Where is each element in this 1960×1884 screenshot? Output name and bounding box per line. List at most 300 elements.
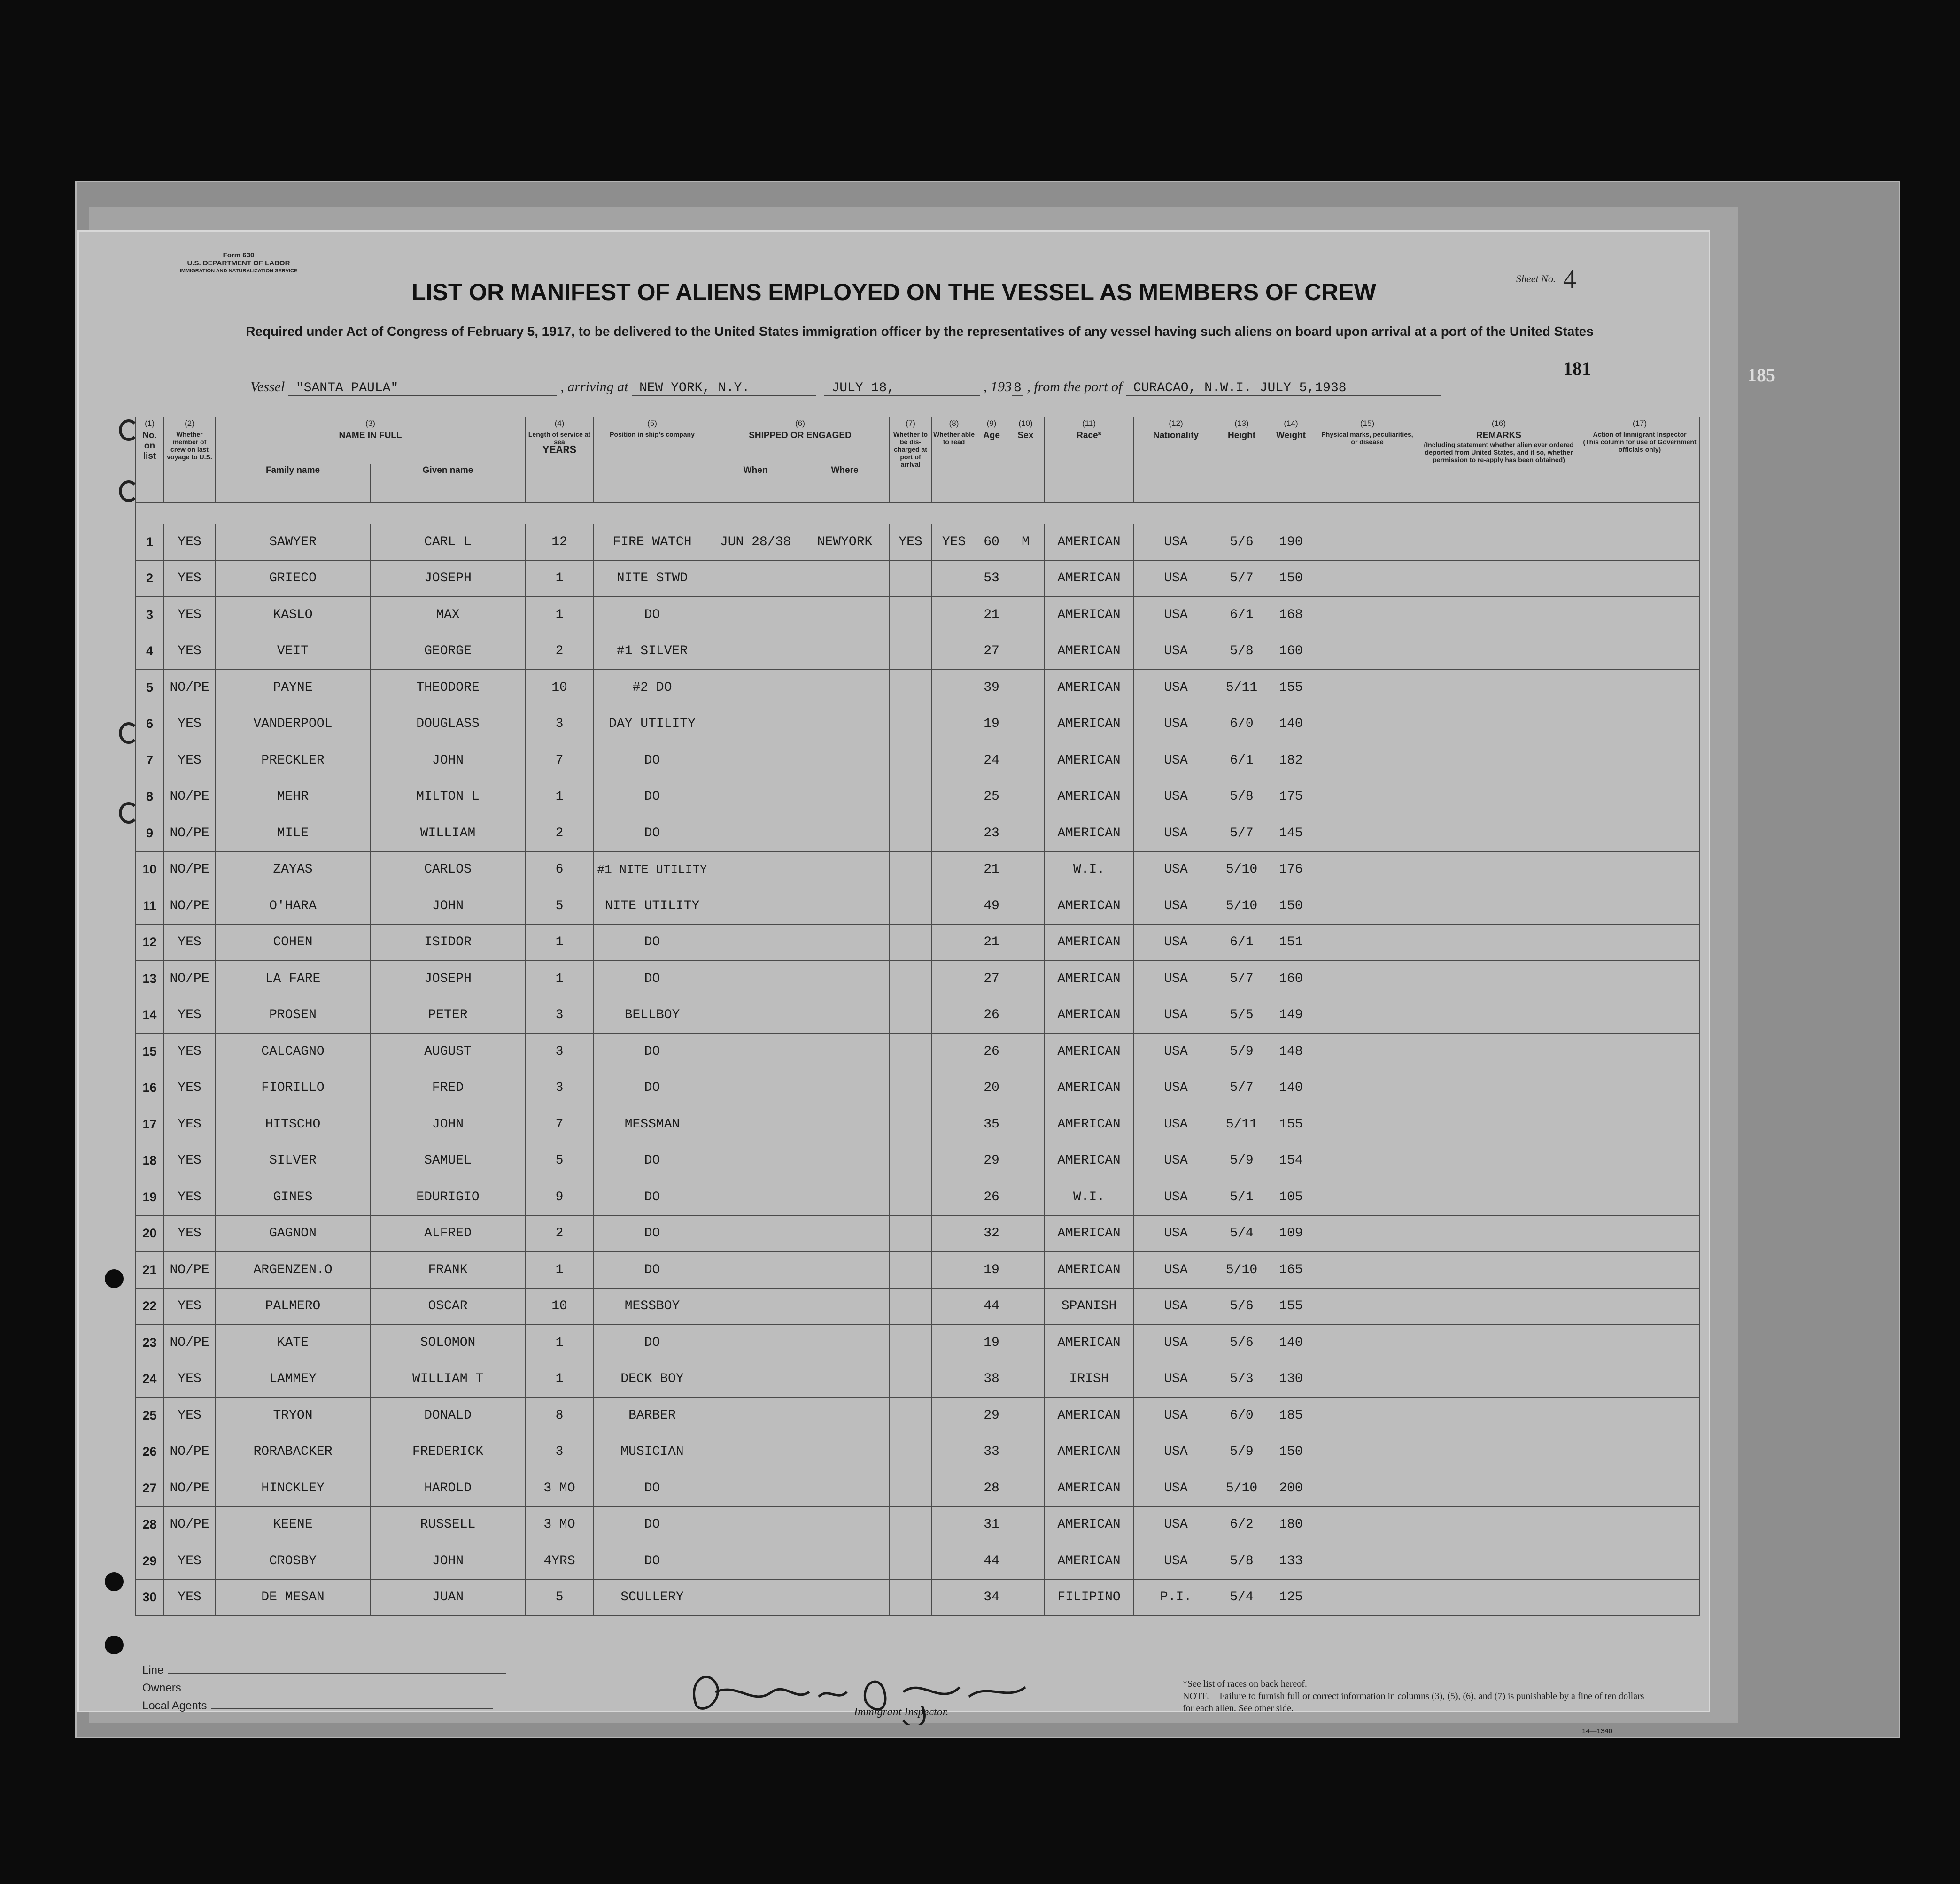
action-cell [1580, 1252, 1700, 1289]
family-name-cell: RORABACKER [216, 1434, 371, 1470]
physical-marks-cell [1317, 524, 1418, 561]
sex-cell [1007, 851, 1045, 888]
discharged-cell [890, 815, 932, 852]
service-cell: 8 [526, 1398, 594, 1434]
service-cell: 10 [526, 1288, 594, 1325]
sex-cell [1007, 1506, 1045, 1543]
age-cell: 26 [976, 997, 1007, 1034]
action-cell [1580, 924, 1700, 961]
able-to-read-cell [932, 815, 976, 852]
punch-hole-icon [105, 1269, 124, 1288]
action-cell [1580, 1288, 1700, 1325]
shipped-where-cell [800, 1252, 890, 1289]
height-cell: 5/11 [1218, 670, 1265, 706]
race-cell: AMERICAN [1045, 1398, 1134, 1434]
position-cell: DO [594, 924, 711, 961]
agents-field [142, 1697, 524, 1715]
action-cell [1580, 1579, 1700, 1616]
binder-ring-icon [119, 480, 139, 502]
age-cell: 21 [976, 597, 1007, 633]
discharged-cell [890, 706, 932, 742]
row-number: 21 [136, 1252, 164, 1289]
row-number: 4 [136, 633, 164, 670]
last-voyage-cell: YES [164, 560, 216, 597]
row-number: 5 [136, 670, 164, 706]
physical-marks-cell [1317, 997, 1418, 1034]
table-body [136, 503, 1700, 1616]
physical-marks-cell [1317, 1579, 1418, 1616]
given-name-cell: FRANK [371, 1252, 526, 1289]
shipped-where-cell [800, 961, 890, 997]
family-name-cell: ZAYAS [216, 851, 371, 888]
discharged-cell [890, 779, 932, 815]
age-cell: 31 [976, 1506, 1007, 1543]
race-cell: AMERICAN [1045, 1143, 1134, 1179]
punch-hole-icon [105, 1636, 124, 1654]
service-cell: 2 [526, 815, 594, 852]
departure-port: CURACAO, N.W.I. JULY 5,1938 [1126, 381, 1441, 396]
table-row [136, 1361, 1700, 1398]
able-to-read-cell [932, 1288, 976, 1325]
col-header-no: (1) No. on list [136, 417, 164, 503]
race-cell: AMERICAN [1045, 633, 1134, 670]
shipped-when-cell [711, 1215, 800, 1252]
last-voyage-cell: YES [164, 1361, 216, 1398]
table-row [136, 1325, 1700, 1361]
form-header [149, 251, 328, 275]
shipped-when-cell [711, 1579, 800, 1616]
able-to-read-cell [932, 888, 976, 925]
remarks-cell [1418, 1034, 1580, 1070]
able-to-read-cell [932, 1143, 976, 1179]
age-cell: 21 [976, 924, 1007, 961]
discharged-cell [890, 961, 932, 997]
family-name-cell: PAYNE [216, 670, 371, 706]
physical-marks-cell [1317, 706, 1418, 742]
discharged-cell [890, 1543, 932, 1580]
service-name: IMMIGRATION AND NATURALIZATION SERVICE [179, 268, 298, 274]
given-name-cell: JOHN [371, 1543, 526, 1580]
shipped-where-cell [800, 997, 890, 1034]
nationality-cell: USA [1134, 670, 1218, 706]
given-name-cell: PETER [371, 997, 526, 1034]
position-cell: NITE STWD [594, 560, 711, 597]
service-cell: 3 [526, 706, 594, 742]
table-row [136, 524, 1700, 561]
nationality-cell: USA [1134, 633, 1218, 670]
position-cell: DO [594, 742, 711, 779]
nationality-cell: USA [1134, 1506, 1218, 1543]
able-to-read-cell [932, 1361, 976, 1398]
remarks-cell [1418, 1506, 1580, 1543]
family-name-cell: ARGENZEN.O [216, 1252, 371, 1289]
sex-cell [1007, 1252, 1045, 1289]
binder-ring-icon [119, 419, 139, 441]
physical-marks-cell [1317, 961, 1418, 997]
given-name-cell: DONALD [371, 1398, 526, 1434]
discharged-cell [890, 1361, 932, 1398]
last-voyage-cell: NO/PE [164, 851, 216, 888]
weight-cell: 154 [1265, 1143, 1317, 1179]
shipped-where-cell [800, 742, 890, 779]
able-to-read-cell [932, 1215, 976, 1252]
shipped-where-cell [800, 1215, 890, 1252]
height-cell: 5/4 [1218, 1215, 1265, 1252]
given-name-cell: THEODORE [371, 670, 526, 706]
height-cell: 6/0 [1218, 1398, 1265, 1434]
owners-field [142, 1679, 524, 1697]
service-cell: 1 [526, 779, 594, 815]
row-number: 26 [136, 1434, 164, 1470]
stamp-number: 181 [1563, 358, 1591, 379]
sex-cell [1007, 1143, 1045, 1179]
remarks-cell [1418, 1543, 1580, 1580]
remarks-cell [1418, 1179, 1580, 1216]
remarks-cell [1418, 524, 1580, 561]
row-number: 10 [136, 851, 164, 888]
height-cell: 5/8 [1218, 779, 1265, 815]
height-cell: 5/9 [1218, 1143, 1265, 1179]
col-header-when: When [711, 464, 800, 503]
remarks-cell [1418, 670, 1580, 706]
race-cell: FILIPINO [1045, 1579, 1134, 1616]
age-cell: 35 [976, 1106, 1007, 1143]
position-cell: DO [594, 1179, 711, 1216]
binder-ring-icon [119, 802, 139, 824]
form-number: Form 630 [223, 251, 255, 259]
col-header-given-name: Given name [371, 464, 526, 503]
family-name-cell: KATE [216, 1325, 371, 1361]
able-to-read-cell [932, 1070, 976, 1106]
action-cell [1580, 1506, 1700, 1543]
sheet-number-value: 4 [1563, 265, 1576, 294]
service-cell: 7 [526, 1106, 594, 1143]
action-cell [1580, 1361, 1700, 1398]
shipped-when-cell [711, 888, 800, 925]
shipped-when-cell [711, 924, 800, 961]
sex-cell [1007, 1325, 1045, 1361]
service-cell: 1 [526, 1361, 594, 1398]
physical-marks-cell [1317, 815, 1418, 852]
weight-cell: 155 [1265, 1288, 1317, 1325]
row-number: 18 [136, 1143, 164, 1179]
given-name-cell: EDURIGIO [371, 1179, 526, 1216]
row-number: 12 [136, 924, 164, 961]
age-cell: 29 [976, 1143, 1007, 1179]
shipped-when-cell [711, 1398, 800, 1434]
nationality-cell: USA [1134, 815, 1218, 852]
table-row [136, 670, 1700, 706]
shipped-where-cell [800, 1325, 890, 1361]
family-name-cell: VANDERPOOL [216, 706, 371, 742]
shipped-when-cell: JUN 28/38 [711, 524, 800, 561]
last-voyage-cell: NO/PE [164, 779, 216, 815]
sex-cell [1007, 742, 1045, 779]
physical-marks-cell [1317, 670, 1418, 706]
footer-fields [142, 1661, 524, 1715]
last-voyage-cell: YES [164, 924, 216, 961]
shipped-where-cell [800, 597, 890, 633]
last-voyage-cell: NO/PE [164, 815, 216, 852]
nationality-cell: USA [1134, 1143, 1218, 1179]
table-row [136, 997, 1700, 1034]
age-cell: 26 [976, 1034, 1007, 1070]
family-name-cell: VEIT [216, 633, 371, 670]
last-voyage-cell: YES [164, 1398, 216, 1434]
action-cell [1580, 1070, 1700, 1106]
col-header-nationality: (12) Nationality [1134, 417, 1218, 503]
arrival-date: JULY 18, [824, 381, 980, 396]
position-cell: MUSICIAN [594, 1434, 711, 1470]
shipped-where-cell [800, 1543, 890, 1580]
last-voyage-cell: YES [164, 597, 216, 633]
position-cell: DO [594, 1506, 711, 1543]
shipped-when-cell [711, 1325, 800, 1361]
given-name-cell: AUGUST [371, 1034, 526, 1070]
height-cell: 5/7 [1218, 961, 1265, 997]
race-cell: AMERICAN [1045, 524, 1134, 561]
able-to-read-cell [932, 961, 976, 997]
service-cell: 9 [526, 1179, 594, 1216]
physical-marks-cell [1317, 597, 1418, 633]
last-voyage-cell: YES [164, 1543, 216, 1580]
height-cell: 5/10 [1218, 1252, 1265, 1289]
sex-cell [1007, 1288, 1045, 1325]
table-row [136, 1579, 1700, 1616]
row-number: 22 [136, 1288, 164, 1325]
position-cell: DO [594, 1215, 711, 1252]
remarks-cell [1418, 597, 1580, 633]
given-name-cell: FREDERICK [371, 1434, 526, 1470]
sex-cell [1007, 1070, 1045, 1106]
height-cell: 5/6 [1218, 1288, 1265, 1325]
remarks-cell [1418, 815, 1580, 852]
remarks-cell [1418, 1070, 1580, 1106]
remarks-cell [1418, 779, 1580, 815]
discharged-cell [890, 560, 932, 597]
height-cell: 5/10 [1218, 1470, 1265, 1507]
nationality-cell: USA [1134, 524, 1218, 561]
discharged-cell [890, 1579, 932, 1616]
position-cell: DO [594, 815, 711, 852]
physical-marks-cell [1317, 924, 1418, 961]
row-number: 28 [136, 1506, 164, 1543]
age-cell: 34 [976, 1579, 1007, 1616]
able-to-read-cell [932, 1434, 976, 1470]
action-cell [1580, 1215, 1700, 1252]
discharged-cell [890, 1434, 932, 1470]
family-name-cell: MEHR [216, 779, 371, 815]
remarks-cell [1418, 1398, 1580, 1434]
table-row [136, 706, 1700, 742]
sex-cell [1007, 815, 1045, 852]
family-name-cell: HINCKLEY [216, 1470, 371, 1507]
remarks-cell [1418, 1252, 1580, 1289]
sheet-number-label: Sheet No. [1516, 273, 1556, 285]
sex-cell [1007, 997, 1045, 1034]
col-header-remarks: (16) REMARKS (Including statement whether alien ever ordered deported from United States, and if so, whether permission to re-apply has been obtained) [1418, 417, 1580, 503]
arriving-port: NEW YORK, N.Y. [632, 381, 816, 396]
action-cell [1580, 524, 1700, 561]
shipped-where-cell [800, 1288, 890, 1325]
crew-table [135, 417, 1700, 1616]
age-cell: 32 [976, 1215, 1007, 1252]
nationality-cell: USA [1134, 1179, 1218, 1216]
col-header-physical: (15) Physical marks, peculiarities, or disease [1317, 417, 1418, 503]
position-cell: DO [594, 1252, 711, 1289]
able-to-read-cell [932, 1579, 976, 1616]
nationality-cell: USA [1134, 1034, 1218, 1070]
sex-cell [1007, 1361, 1045, 1398]
race-cell: AMERICAN [1045, 1506, 1134, 1543]
table-header [136, 417, 1700, 503]
weight-cell: 105 [1265, 1179, 1317, 1216]
remarks-cell [1418, 888, 1580, 925]
row-number: 14 [136, 997, 164, 1034]
height-cell: 5/4 [1218, 1579, 1265, 1616]
age-cell: 19 [976, 1252, 1007, 1289]
table-row [136, 1070, 1700, 1106]
action-cell [1580, 1106, 1700, 1143]
given-name-cell: GEORGE [371, 633, 526, 670]
race-cell: AMERICAN [1045, 1470, 1134, 1507]
nationality-cell: USA [1134, 1215, 1218, 1252]
nationality-cell: USA [1134, 1106, 1218, 1143]
given-name-cell: WILLIAM T [371, 1361, 526, 1398]
shipped-where-cell [800, 1034, 890, 1070]
family-name-cell: HITSCHO [216, 1106, 371, 1143]
given-name-cell: HAROLD [371, 1470, 526, 1507]
row-number: 19 [136, 1179, 164, 1216]
race-cell: AMERICAN [1045, 1070, 1134, 1106]
last-voyage-cell: NO/PE [164, 1506, 216, 1543]
table-row [136, 560, 1700, 597]
race-cell: IRISH [1045, 1361, 1134, 1398]
discharged-cell [890, 1470, 932, 1507]
family-name-cell: LA FARE [216, 961, 371, 997]
weight-cell: 150 [1265, 560, 1317, 597]
nationality-cell: USA [1134, 997, 1218, 1034]
race-cell: AMERICAN [1045, 924, 1134, 961]
shipped-where-cell [800, 1506, 890, 1543]
able-to-read-cell [932, 633, 976, 670]
service-cell: 1 [526, 1252, 594, 1289]
shipped-when-cell [711, 1143, 800, 1179]
punch-hole-icon [105, 1572, 124, 1591]
action-cell [1580, 888, 1700, 925]
physical-marks-cell [1317, 779, 1418, 815]
owners-label: Owners [142, 1682, 181, 1694]
able-to-read-cell [932, 670, 976, 706]
position-cell: DO [594, 1143, 711, 1179]
action-cell [1580, 815, 1700, 852]
shipped-when-cell [711, 597, 800, 633]
remarks-cell [1418, 1470, 1580, 1507]
col-header-weight: (14) Weight [1265, 417, 1317, 503]
row-number: 3 [136, 597, 164, 633]
row-number: 1 [136, 524, 164, 561]
table-row [136, 779, 1700, 815]
last-voyage-cell: NO/PE [164, 888, 216, 925]
shipped-where-cell [800, 815, 890, 852]
age-cell: 27 [976, 633, 1007, 670]
service-cell: 7 [526, 742, 594, 779]
remarks-cell [1418, 1579, 1580, 1616]
race-cell: W.I. [1045, 1179, 1134, 1216]
nationality-cell: USA [1134, 1252, 1218, 1289]
given-name-cell: JUAN [371, 1579, 526, 1616]
shipped-where-cell [800, 888, 890, 925]
weight-cell: 140 [1265, 706, 1317, 742]
weight-cell: 155 [1265, 670, 1317, 706]
age-cell: 23 [976, 815, 1007, 852]
position-cell: DO [594, 1034, 711, 1070]
inspector-label: Immigrant Inspector. [854, 1706, 949, 1718]
discharged-cell [890, 633, 932, 670]
shipped-when-cell [711, 560, 800, 597]
table-row [136, 1434, 1700, 1470]
table-row [136, 1179, 1700, 1216]
weight-cell: 155 [1265, 1106, 1317, 1143]
race-cell: AMERICAN [1045, 997, 1134, 1034]
race-cell: AMERICAN [1045, 815, 1134, 852]
able-to-read-cell [932, 1398, 976, 1434]
service-cell: 2 [526, 1215, 594, 1252]
sex-cell [1007, 560, 1045, 597]
shipped-when-cell [711, 1506, 800, 1543]
race-cell: AMERICAN [1045, 1325, 1134, 1361]
action-cell [1580, 1143, 1700, 1179]
service-cell: 3 [526, 1434, 594, 1470]
race-cell: AMERICAN [1045, 706, 1134, 742]
page-title: LIST OR MANIFEST OF ALIENS EMPLOYED ON THE VESSEL AS MEMBERS OF CREW [411, 279, 1376, 305]
race-cell: AMERICAN [1045, 1543, 1134, 1580]
discharged-cell [890, 1325, 932, 1361]
action-cell [1580, 633, 1700, 670]
race-cell: AMERICAN [1045, 597, 1134, 633]
service-cell: 3 [526, 1070, 594, 1106]
shipped-when-cell [711, 1470, 800, 1507]
able-to-read-cell [932, 560, 976, 597]
race-cell: AMERICAN [1045, 779, 1134, 815]
given-name-cell: CARLOS [371, 851, 526, 888]
sex-cell [1007, 779, 1045, 815]
table-row [136, 1106, 1700, 1143]
shipped-where-cell [800, 924, 890, 961]
year-suffix: 8 [1012, 381, 1023, 396]
race-cell: AMERICAN [1045, 560, 1134, 597]
shipped-when-cell [711, 815, 800, 852]
row-number: 13 [136, 961, 164, 997]
service-cell: 3 MO [526, 1470, 594, 1507]
last-voyage-cell: NO/PE [164, 961, 216, 997]
col-header-shipped: (6) SHIPPED OR ENGAGED [711, 417, 890, 464]
weight-cell: 148 [1265, 1034, 1317, 1070]
discharged-cell [890, 997, 932, 1034]
service-cell: 4YRS [526, 1543, 594, 1580]
age-cell: 26 [976, 1179, 1007, 1216]
col-header-last-voyage: (2) Whether member of crew on last voyage to U.S. [164, 417, 216, 503]
position-cell: MESSMAN [594, 1106, 711, 1143]
action-cell [1580, 706, 1700, 742]
physical-marks-cell [1317, 1106, 1418, 1143]
remarks-cell [1418, 1325, 1580, 1361]
shipped-when-cell [711, 1179, 800, 1216]
height-cell: 5/10 [1218, 888, 1265, 925]
physical-marks-cell [1317, 1470, 1418, 1507]
given-name-cell: SAMUEL [371, 1143, 526, 1179]
action-cell [1580, 670, 1700, 706]
